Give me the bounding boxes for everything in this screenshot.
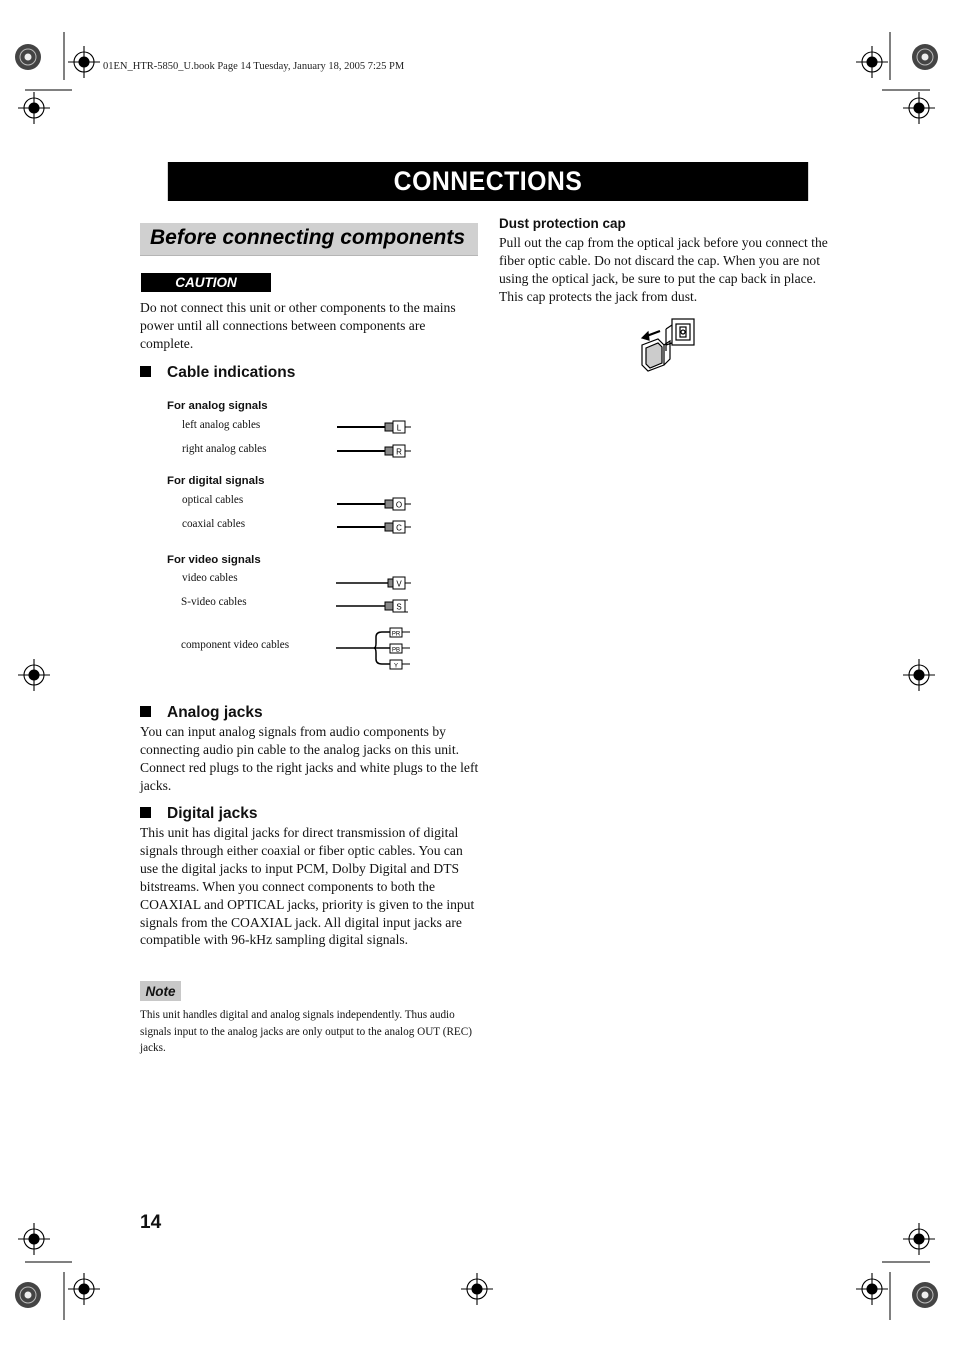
analog-jacks-heading [140,704,263,722]
component-video-plug-icon [336,628,410,670]
dust-cap-text: Pull out the cap from the optical jack before you connect the fiber optic cable. Do not discard the cap. When you are not using the optical jack, be sure to put the cap back in place. This cap protects the jack from dust. [499,235,828,304]
bullet-square-icon [140,807,151,818]
plug-tag: PR [391,631,401,638]
cable-label-video: video cables [182,572,238,584]
heading-text: Digital jacks [167,805,258,822]
cable-label-optical: optical cables [182,494,244,506]
heading-text: Analog jacks [167,704,263,721]
dust-cap-heading: Dust protection cap [499,216,626,231]
note-text: This unit handles digital and analog signals independently. Thus audio signals input to the analog jacks are only output to the analog OUT (REC) jacks. [140,1009,472,1054]
print-header: 01EN_HTR-5850_U.book Page 14 Tuesday, January 18, 2005 7:25 PM [103,61,405,72]
page-number: 14 [140,1212,162,1233]
analog-signals-label: For analog signals [167,400,268,412]
video-signals-label: For video signals [167,554,261,566]
plug-tag: O [395,500,403,510]
section-title-bar [140,223,478,256]
cable-label-left-analog: left analog cables [182,419,261,431]
right-analog-plug-icon [337,445,411,457]
page-title-banner: CONNECTIONS [168,162,808,201]
digital-jacks-heading [140,805,257,823]
cable-plug-illustrations [330,415,420,677]
digital-signals-label: For digital signals [167,475,265,487]
plug-tag: V [396,579,402,589]
digital-jacks-text: This unit has digital jacks for direct transmission of digital signals through either coaxial or fiber optic cables. You can use the digital jacks to input PCM, Dolby Digital and DTS bitstreams. When you connect components to both the COAXIAL and OPTICAL jacks, priority is given to the input signals from the COAXIAL jack. All digital input jacks are compatible with 96-kHz sampling digital signals. [140,825,475,948]
note-label: Note [140,981,181,1001]
plug-tag: R [396,447,402,457]
dust-cap-illustration [636,315,700,377]
cable-label-coaxial: coaxial cables [182,518,246,530]
bullet-square-icon [140,706,151,717]
bullet-square-icon [140,366,151,377]
heading-text: Cable indications [167,364,296,381]
s-video-plug-icon [336,600,408,612]
section-title: Before connecting components [150,226,466,249]
plug-tag: S [396,602,402,612]
caution-label: CAUTION [141,273,271,292]
plug-tag: L [396,423,402,433]
cable-indications-heading [140,364,295,382]
optical-plug-icon [337,498,411,510]
caution-text: Do not connect this unit or other components to the mains power until all connections between components are complete. [140,300,456,351]
plug-tag: Y [393,663,399,670]
left-analog-plug-icon [337,421,411,433]
plug-tag: PB [391,647,401,654]
video-plug-icon [336,577,411,589]
coaxial-plug-icon [337,521,411,533]
cable-label-right-analog: right analog cables [182,443,267,455]
plug-tag: C [396,523,402,533]
cable-label-s-video: S-video cables [181,596,247,608]
analog-jacks-text: You can input analog signals from audio components by connecting audio pin cable to the analog jacks on this unit. Connect red plugs to the right jacks and white plugs to the left jacks. [140,724,479,793]
cable-label-component-video: component video cables [181,639,290,651]
